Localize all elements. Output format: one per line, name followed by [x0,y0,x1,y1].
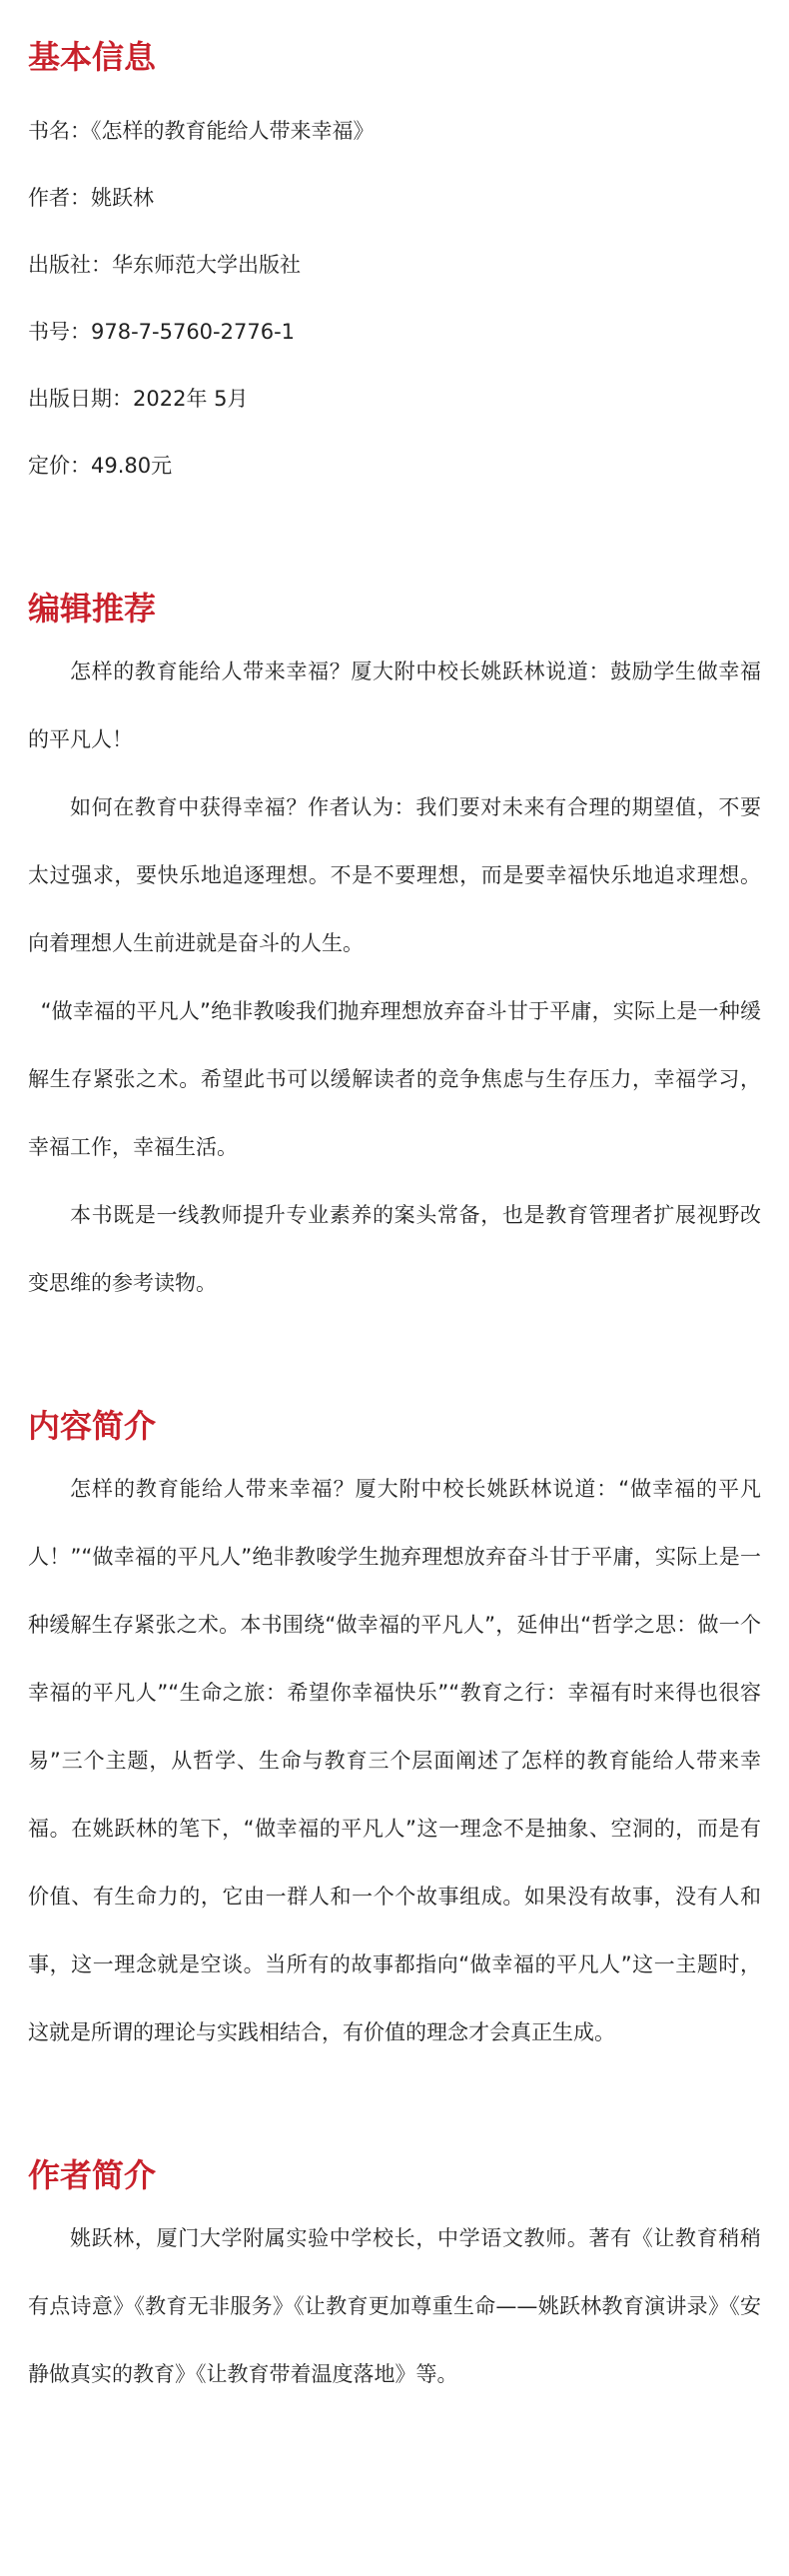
content-intro-title: 内容简介 [28,1407,157,1445]
author-intro-body [28,2204,761,2408]
publish-date-value: 2022年 5月 [133,387,249,411]
price-label: 定价： [28,454,91,478]
author-label: 作者： [28,186,91,210]
book-title-row [28,98,761,165]
section-spacer [28,500,761,588]
basic-info-title: 基本信息 [28,38,157,76]
publish-date-label: 出版日期： [28,387,133,411]
book-title-label: 书名： [28,119,91,143]
author-intro-title: 作者简介 [28,2156,157,2194]
basic-info-list [28,98,761,500]
author-intro-section [28,2154,761,2408]
editor-recommend-section [28,588,761,1317]
editor-recommend-title: 编辑推荐 [28,590,157,628]
author-row [28,165,761,232]
book-title-value: 《怎样的教育能给人带来幸福》 [91,119,375,143]
editor-recommend-paragraph: “做幸福的平凡人”绝非教唆我们抛弃理想放弃奋斗甘于平庸，实际上是一种缓解生存紧张之术。希望此书可以缓解读者的竞争焦虑与生存压力，幸福学习，幸福工作，幸福生活。 [28,999,761,1159]
basic-info-section [28,0,761,500]
publisher-row [28,232,761,299]
editor-recommend-paragraph: 怎样的教育能给人带来幸福？厦大附中校长姚跃林说道：鼓励学生做幸福的平凡人！ [28,659,761,751]
publish-date-row [28,366,761,433]
author-intro-paragraph: 姚跃林，厦门大学附属实验中学校长，中学语文教师。著有《让教育稍稍有点诗意》《教育无非服务》《让教育更加尊重生命——姚跃林教育演讲录》《安静做真实的教育》《让教育带着温度落地》等。 [28,2226,761,2386]
section-spacer [28,1317,761,1405]
isbn-value: 978-7-5760-2776-1 [91,320,296,344]
publisher-label: 出版社： [28,253,112,277]
editor-recommend-paragraph: 如何在教育中获得幸福？作者认为：我们要对未来有合理的期望值，不要太过强求，要快乐地追逐理想。不是不要理想，而是要幸福快乐地追求理想。向着理想人生前进就是奋斗的人生。 [28,795,761,955]
isbn-label: 书号： [28,320,91,344]
price-value: 49.80元 [91,454,173,478]
content-intro-body [28,1455,761,2066]
author-value: 姚跃林 [91,186,154,210]
editor-recommend-body [28,638,761,1317]
editor-recommend-paragraph: 本书既是一线教师提升专业素养的案头常备，也是教育管理者扩展视野改变思维的参考读物。 [28,1203,761,1295]
isbn-row [28,299,761,366]
section-spacer [28,2066,761,2154]
price-row [28,433,761,500]
content-intro-section [28,1405,761,2066]
content-intro-paragraph: 怎样的教育能给人带来幸福？厦大附中校长姚跃林说道：“做幸福的平凡人！”“做幸福的平凡人”绝非教唆学生抛弃理想放弃奋斗甘于平庸，实际上是一种缓解生存紧张之术。本书围绕“做幸福的平凡人”，延伸出“哲学之思：做一个幸福的平凡人”“生命之旅：希望你幸福快乐”“教育之行：幸福有时来得也很容易”三个主题，从哲学、生命与教育三个层面阐述了怎样的教育能给人带来幸福。在姚跃林的笔下，“做幸福的平凡人”这一理念不是抽象、空洞的，而是有价值、有生命力的，它由一群人和一个个故事组成。如果没有故事，没有人和事，这一理念就是空谈。当所有的故事都指向“做幸福的平凡人”这一主题时，这就是所谓的理论与实践相结合，有价值的理念才会真正生成。 [28,1477,761,2044]
publisher-value: 华东师范大学出版社 [112,253,301,277]
